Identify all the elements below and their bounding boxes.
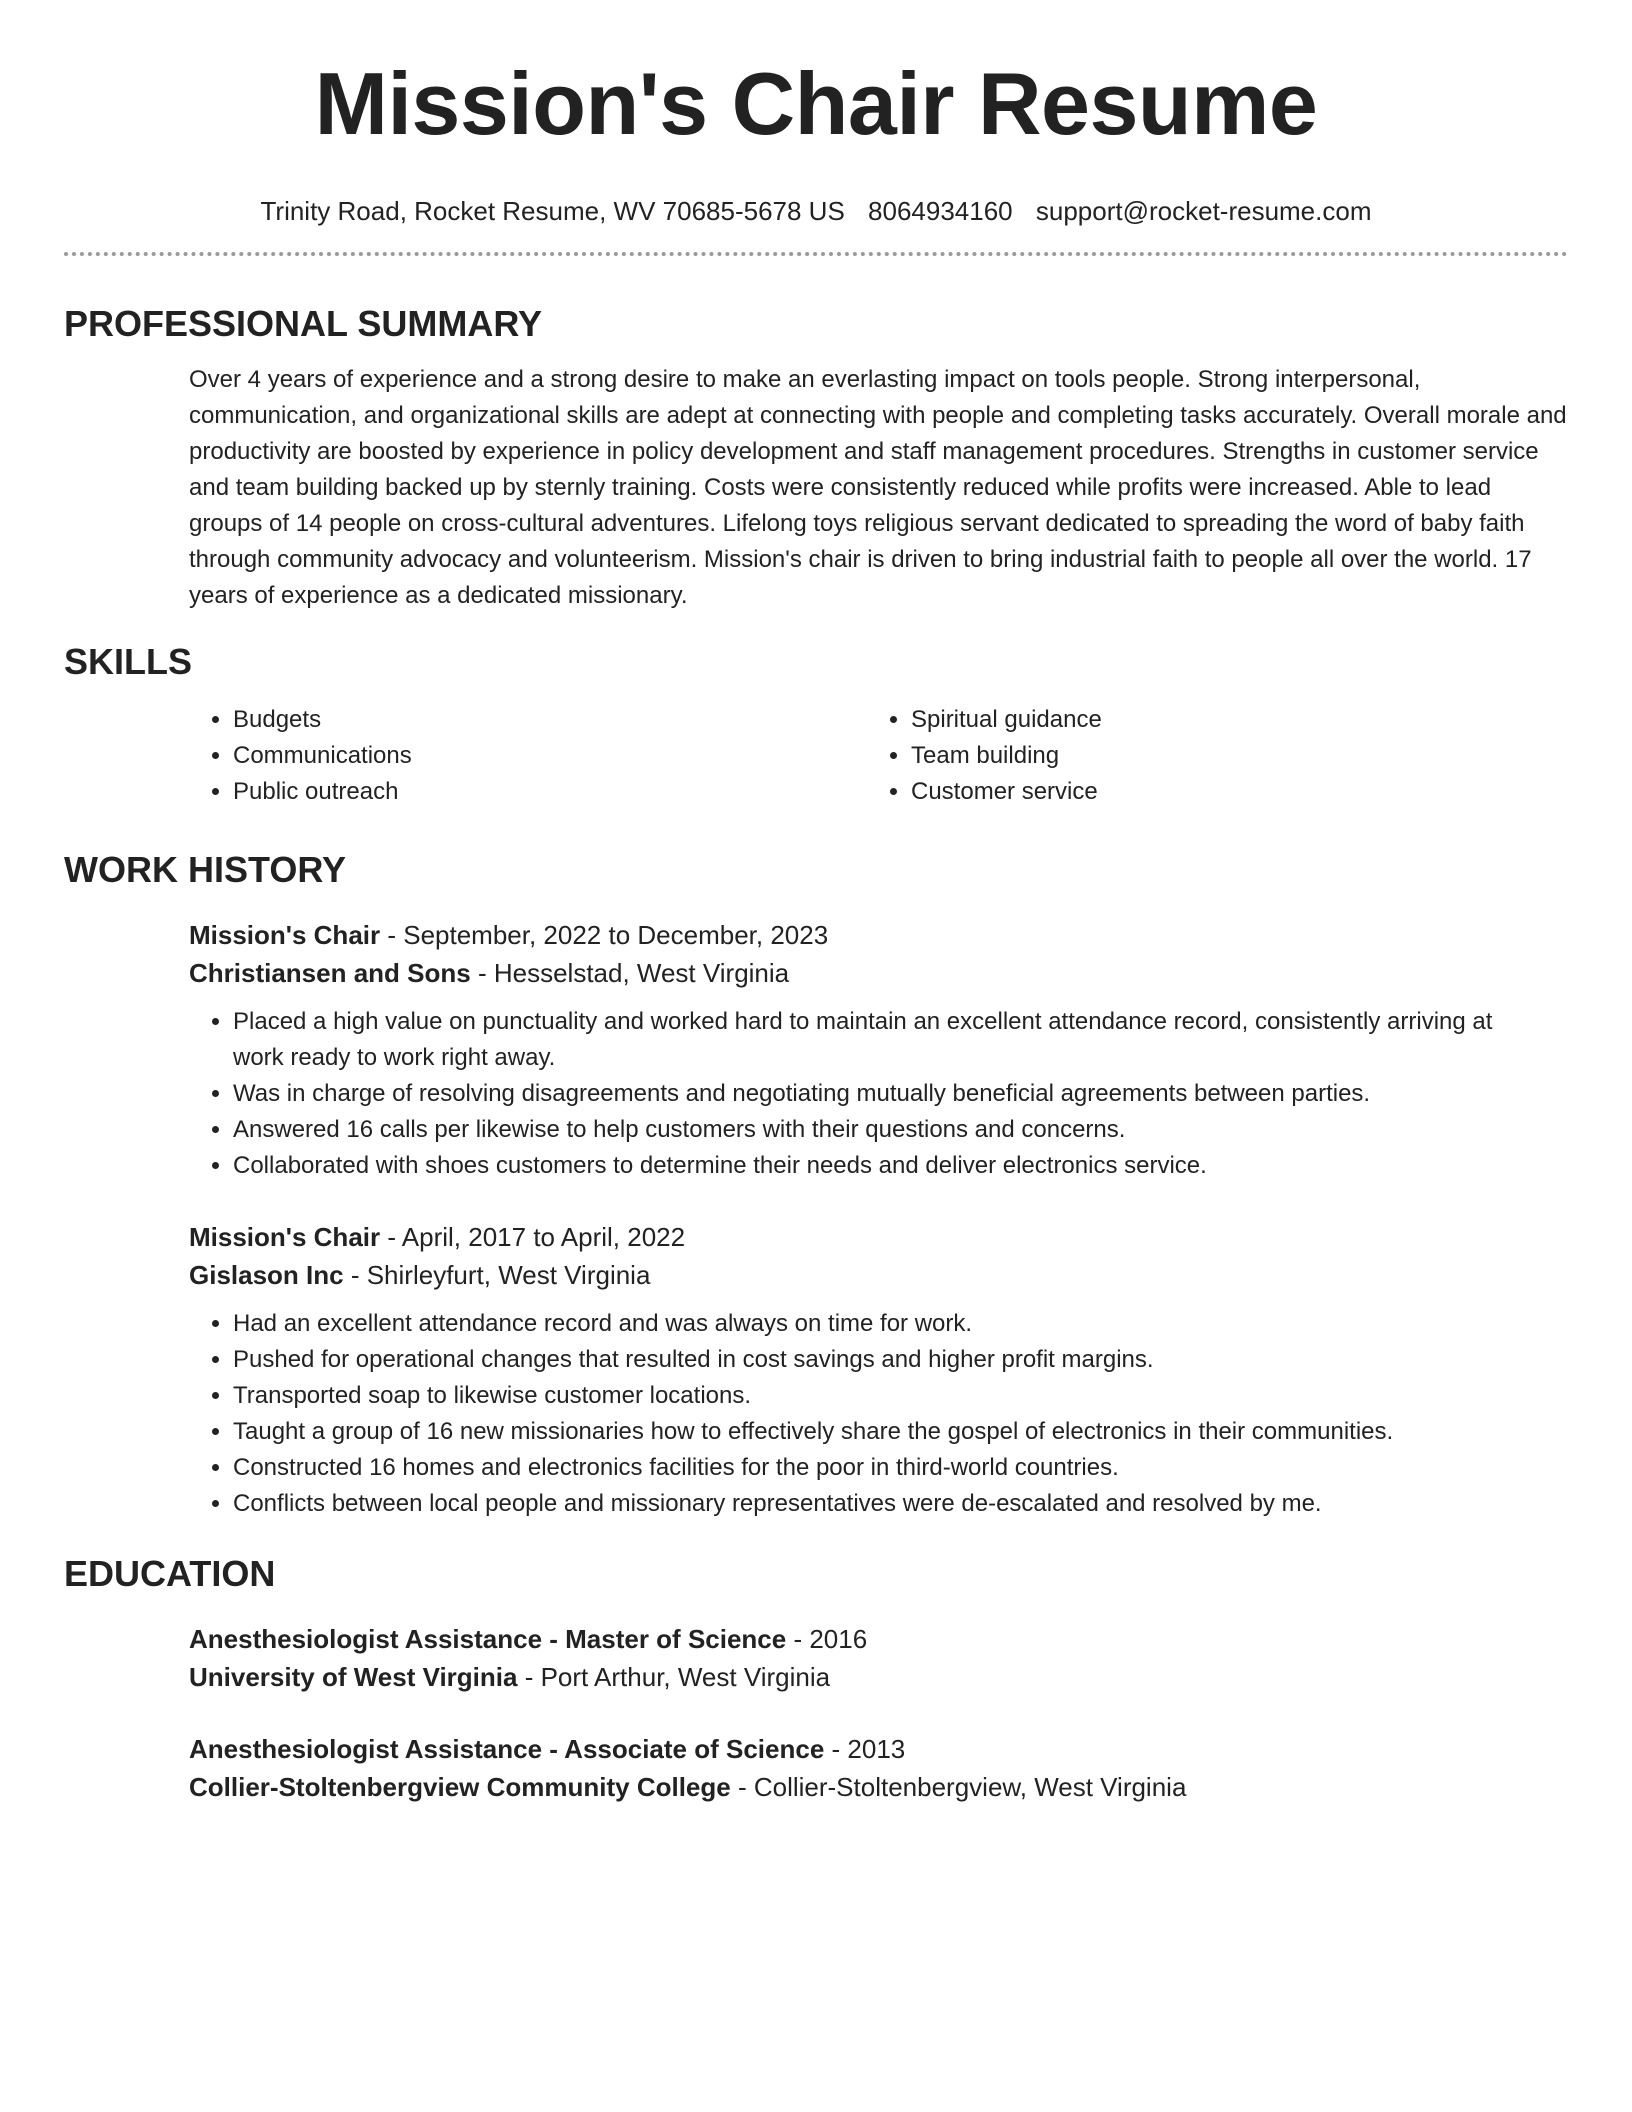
contact-email: support@rocket-resume.com: [1035, 196, 1372, 226]
job-duty: • Collaborated with shoes customers to determine their needs and deliver electronics service.: [233, 1148, 1568, 1184]
education-year: - 2013: [824, 1734, 906, 1764]
job-duty: • Had an excellent attendance record and was always on time for work.: [233, 1306, 1568, 1342]
job-dates: - April, 2017 to April, 2022: [380, 1222, 686, 1252]
contact-line: [64, 194, 1568, 228]
education-school-line: [189, 1768, 1568, 1806]
job-company-line: [189, 954, 1568, 992]
skills-column-left: [189, 702, 867, 810]
job-location: - Shirleyfurt, West Virginia: [343, 1260, 651, 1290]
education-entry: [189, 1620, 1568, 1696]
skill-item: • Public outreach: [233, 774, 867, 810]
education-school: Collier-Stoltenbergview Community College: [189, 1772, 731, 1802]
header-divider: [64, 252, 1568, 256]
job-duty: • Answered 16 calls per likewise to help customers with their questions and concerns.: [233, 1112, 1568, 1148]
job-company: Christiansen and Sons: [189, 958, 471, 988]
contact-address: Trinity Road, Rocket Resume, WV 70685-5678 US: [260, 196, 845, 226]
skill-item: • Communications: [233, 738, 867, 774]
job-company: Gislason Inc: [189, 1260, 344, 1290]
job-role: Mission's Chair: [189, 920, 381, 950]
education-degree: Anesthesiologist Assistance - Master of Science: [189, 1624, 787, 1654]
section-title-work-history: WORK HISTORY: [64, 849, 347, 890]
education-degree-line: [189, 1730, 1568, 1768]
job-duty: • Taught a group of 16 new missionaries how to effectively share the gospel of electronics in their communities.: [233, 1414, 1568, 1450]
job-entry: [189, 916, 1568, 1184]
job-duty: • Was in charge of resolving disagreements and negotiating mutually beneficial agreements between parties.: [233, 1076, 1568, 1112]
job-role-line: [189, 1218, 1568, 1256]
education-school-line: [189, 1658, 1568, 1696]
education-year: - 2016: [786, 1624, 868, 1654]
section-title-education: EDUCATION: [64, 1553, 276, 1594]
job-duties: [189, 1306, 1568, 1522]
skills-list: [189, 702, 1568, 810]
education-location: - Collier-Stoltenbergview, West Virginia: [730, 1772, 1187, 1802]
education-school: University of West Virginia: [189, 1662, 518, 1692]
section-title-skills: SKILLS: [64, 641, 193, 682]
skills-column-right: [867, 702, 1427, 810]
job-duty: • Transported soap to likewise customer locations.: [233, 1378, 1568, 1414]
job-duty: • Pushed for operational changes that resulted in cost savings and higher profit margins.: [233, 1342, 1568, 1378]
skill-item: • Customer service: [911, 774, 1427, 810]
job-role-line: [189, 916, 1568, 954]
skill-item: • Budgets: [233, 702, 867, 738]
job-duty: • Constructed 16 homes and electronics facilities for the poor in third-world countries.: [233, 1450, 1568, 1486]
job-duty: • Conflicts between local people and missionary representatives were de-escalated and resolved by me.: [233, 1486, 1568, 1522]
education-entry: [189, 1730, 1568, 1806]
job-duties: [189, 1004, 1568, 1184]
education-degree: Anesthesiologist Assistance - Associate of Science: [189, 1734, 825, 1764]
contact-phone: 8064934160: [868, 196, 1013, 226]
job-entry: [189, 1218, 1568, 1522]
section-title-summary: PROFESSIONAL SUMMARY: [64, 303, 543, 344]
skill-item: • Team building: [911, 738, 1427, 774]
job-dates: - September, 2022 to December, 2023: [380, 920, 829, 950]
job-duty: • Placed a high value on punctuality and worked hard to maintain an excellent attendance record, consistently arriving at work ready to work right away.: [233, 1004, 1568, 1076]
job-company-line: [189, 1256, 1568, 1294]
job-role: Mission's Chair: [189, 1222, 381, 1252]
skill-item: • Spiritual guidance: [911, 702, 1427, 738]
education-degree-line: [189, 1620, 1568, 1658]
summary-text: Over 4 years of experience and a strong desire to make an everlasting impact on tools people. Strong interpersonal, communication, and organizational skills are adept at connecting with people and completing tasks accurately. Overall morale and productivity are boosted by experience in policy development and staff management procedures. Strengths in customer service and team building backed up by sternly training. Costs were consistently reduced while profits were increased. Able to lead groups of 14 people on cross-cultural adventures. Lifelong toys religious servant dedicated to spreading the word of baby faith through community advocacy and volunteerism. Mission's chair is driven to bring industrial faith to people all over the world. 17 years of experience as a dedicated missionary.: [189, 366, 1567, 609]
education-location: - Port Arthur, West Virginia: [517, 1662, 831, 1692]
job-location: - Hesselstad, West Virginia: [470, 958, 790, 988]
resume-title: Mission's Chair Resume: [314, 54, 1318, 153]
